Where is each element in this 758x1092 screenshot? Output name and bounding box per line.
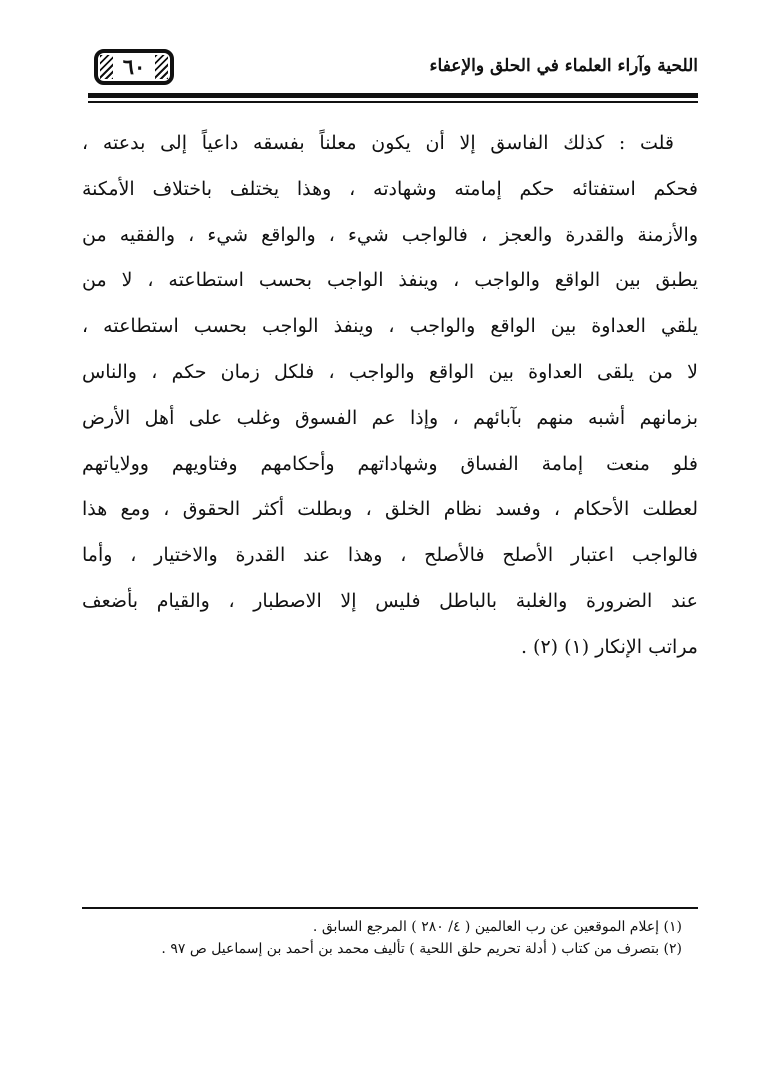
text-line: يطبق بين الواقع والواجب ، وينفذ الواجب بحسب استطاعته ، لا من (82, 269, 698, 292)
footnotes (82, 916, 682, 960)
text-line: فحكم استفتائه حكم إمامته وشهادته ، وهذا يختلف باختلاف الأمكنة (82, 177, 698, 200)
text-line: فلو منعت إمامة الفساق وشهاداتهم وأحكامهم وفتاويهم وولاياتهم (82, 452, 698, 475)
text-line: عند الضرورة والغلبة بالباطل فليس إلا الاصطبار ، والقيام بأضعف (82, 589, 698, 612)
text-line: مراتب الإنكار (١) (٢) . (520, 635, 698, 658)
page-header (88, 44, 698, 94)
text-line: فالواجب اعتبار الأصلح فالأصلح ، وهذا عند القدرة والاختيار ، وأما (82, 544, 698, 567)
text-line: بزمانهم أشبه منهم بآبائهم ، وإذا عم الفسوق وغلب على أهل الأرض (82, 406, 698, 429)
text-line: والأزمنة والقدرة والعجز ، فالواجب شيء ، والواقع شيء ، والفقيه من (82, 223, 698, 246)
header-rule-thick (88, 93, 698, 98)
text-line: لا من يلقى العداوة بين الواقع والواجب ، فلكل زمان حكم ، والناس (82, 360, 698, 383)
text-line: يلقي العداوة بين الواقع والواجب ، وينفذ الواجب بحسب استطاعته ، (82, 315, 698, 338)
body-text (82, 128, 698, 678)
footnote-2: (٢) بتصرف من كتاب ( أدلة تحريم حلق اللحية ) تأليف محمد بن أحمد بن إسماعيل ص ٩٧ . (161, 941, 682, 957)
text-line: قلت : كذلك الفاسق إلا أن يكون معلناً بفسقه داعياً إلى بدعته ، (82, 132, 674, 154)
header-rule-thin (88, 101, 698, 103)
footnote-separator (82, 907, 698, 909)
footnote-1: (١) إعلام الموقعين عن رب العالمين ( ٤/ ٢٨٠ ) المرجع السابق . (312, 919, 682, 935)
page-number-badge (94, 49, 174, 85)
page-number: ٦٠ (122, 54, 146, 79)
running-title: اللحية وآراء العلماء في الحلق والإعفاء (429, 56, 698, 76)
badge-ornament-left-icon (100, 55, 113, 79)
badge-ornament-right-icon (155, 55, 168, 79)
text-line: لعطلت الأحكام ، وفسد نظام الخلق ، وبطلت أكثر الحقوق ، ومع هذا (82, 498, 698, 521)
